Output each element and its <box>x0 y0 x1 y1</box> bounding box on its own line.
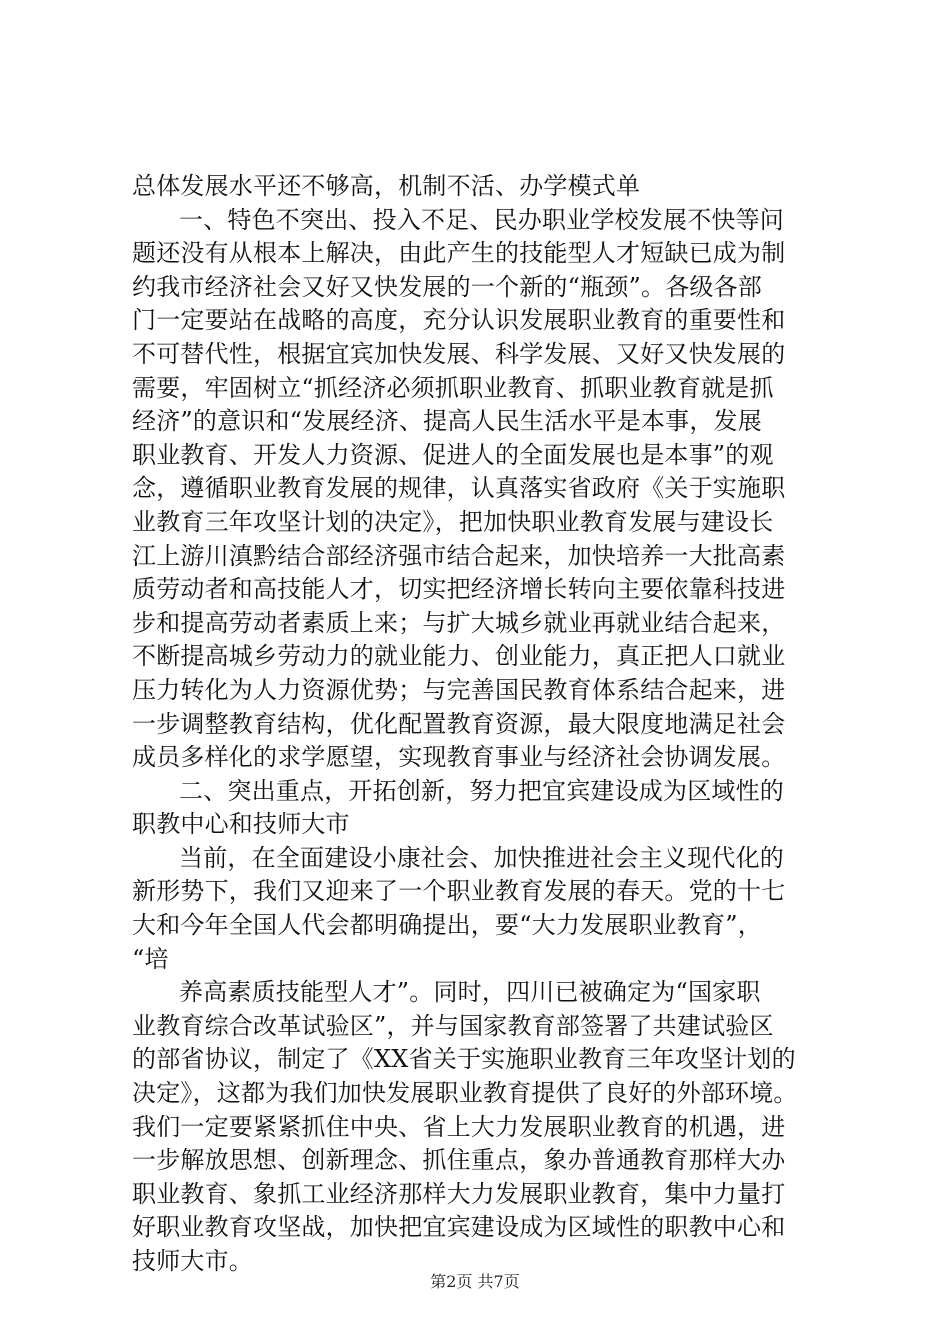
text-line: 职业教育、象抓工业经济那样大力发展职业教育，集中力量打 <box>132 1179 786 1208</box>
text-line: 一步解放思想、创新理念、抓住重点，象办普通教育那样大办 <box>132 1146 786 1175</box>
text-line: 经济”的意识和“发展经济、提高人民生活水平是本事，发展 <box>132 407 762 436</box>
text-line: 不可替代性，根据宜宾加快发展、科学发展、又好又快发展的 <box>132 339 786 368</box>
text-line: 好职业教育攻坚战，加快把宜宾建设成为区域性的职教中心和 <box>132 1213 786 1242</box>
text-line: 大和今年全国人代会都明确提出，要“大力发展职业教育”， <box>132 911 762 940</box>
section-heading-line: 职教中心和技师大市 <box>132 810 350 839</box>
text-line: 一、特色不突出、投入不足、民办职业学校发展不快等问 <box>179 205 784 234</box>
text-line: 当前，在全面建设小康社会、加快推进社会主义现代化的 <box>179 843 784 872</box>
text-line: 成员多样化的求学愿望，实现教育事业与经济社会协调发展。 <box>132 743 786 772</box>
text-line: 养高素质技能型人才”。同时，四川已被确定为“国家职 <box>179 978 761 1007</box>
text-line: 需要，牢固树立“抓经济必须抓职业教育、抓职业教育就是抓 <box>132 373 774 402</box>
text-line: 压力转化为人力资源优势；与完善国民教育体系结合起来，进 <box>132 675 786 704</box>
page-number-label: 第2页 共7页 <box>430 1272 520 1291</box>
text-line: 的部省协议，制定了《XX省关于实施职业教育三年攻坚计划的 <box>132 1045 796 1074</box>
text-line: 总体发展水平还不够高，机制不活、办学模式单 <box>132 172 641 200</box>
document-body <box>132 170 837 1279</box>
text-line: 一步调整教育结构，优化配置教育资源，最大限度地满足社会 <box>132 709 786 738</box>
text-line: “培 <box>132 944 169 973</box>
text-line: 步和提高劳动者素质上来；与扩大城乡就业再就业结合起来， <box>132 608 786 637</box>
page-footer <box>0 1272 950 1292</box>
text-line: 不断提高城乡劳动力的就业能力、创业能力，真正把人口就业 <box>132 642 786 671</box>
section-heading-line: 二、突出重点，开拓创新，努力把宜宾建设成为区域性的 <box>179 776 784 805</box>
text-line: 业教育三年攻坚计划的决定》，把加快职业教育发展与建设长 <box>132 507 774 536</box>
text-line: 职业教育、开发人力资源、促进人的全面发展也是本事”的观 <box>132 440 774 469</box>
text-line: 门一定要站在战略的高度，充分认识发展职业教育的重要性和 <box>132 306 786 335</box>
text-line: 技师大市。 <box>132 1247 253 1275</box>
text-line: 质劳动者和高技能人才，切实把经济增长转向主要依靠科技进 <box>132 575 786 604</box>
text-line: 新形势下，我们又迎来了一个职业教育发展的春天。党的十七 <box>132 877 786 906</box>
text-line: 我们一定要紧紧抓住中央、省上大力发展职业教育的机遇，进 <box>132 1112 786 1141</box>
text-line: 业教育综合改革试验区”，并与国家教育部签署了共建试验区 <box>132 1011 774 1040</box>
text-line: 决定》，这都为我们加快发展职业教育提供了良好的外部环境。 <box>132 1079 798 1108</box>
text-line: 题还没有从根本上解决，由此产生的技能型人才短缺已成为制 <box>132 239 786 268</box>
text-line: 江上游川滇黔结合部经济强市结合起来，加快培养一大批高素 <box>132 541 786 570</box>
text-line: 约我市经济社会又好又快发展的一个新的“瓶颈”。各级各部 <box>132 272 762 301</box>
text-line: 念，遵循职业教育发展的规律，认真落实省政府《关于实施职 <box>132 474 786 503</box>
